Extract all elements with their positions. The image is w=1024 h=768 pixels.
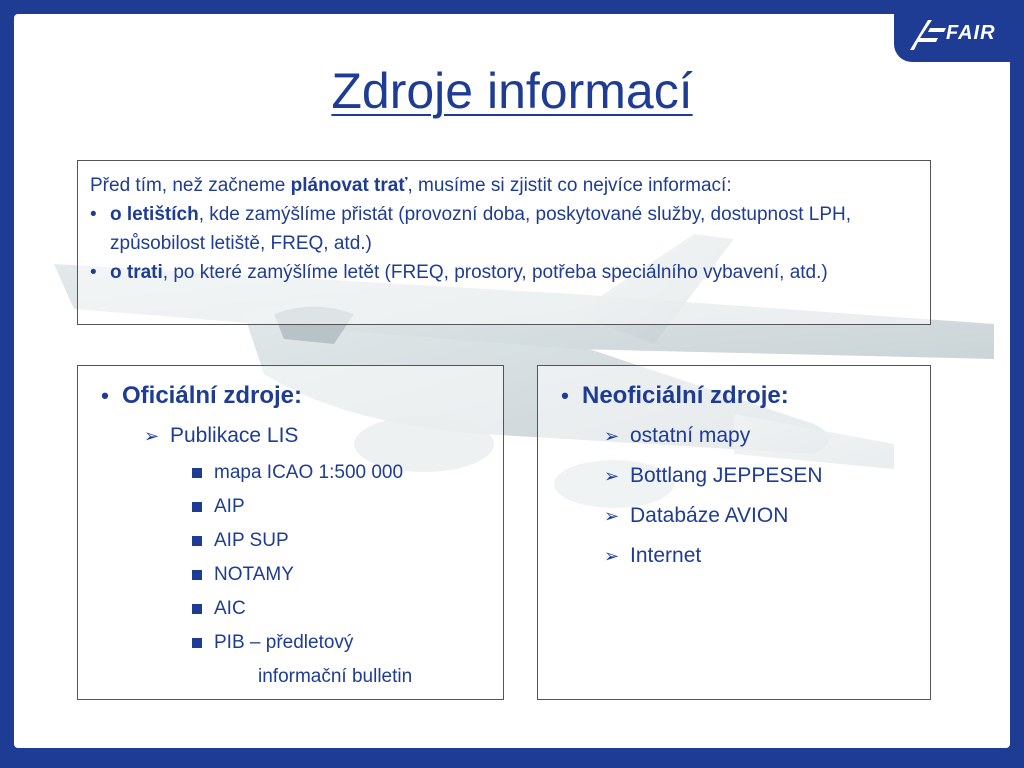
intro-bullet (90, 258, 918, 287)
official-sources-box (77, 365, 504, 700)
list-item (192, 592, 493, 626)
bullet-icon: • (561, 383, 569, 408)
list-item-continuation: informační bulletin (258, 666, 413, 687)
list-item-text: Databáze AVION (630, 504, 789, 527)
arrow-bullet-icon: ➢ (604, 465, 620, 486)
list-item (192, 490, 493, 524)
unofficial-list (548, 416, 920, 576)
intro-bullet-rest: , kde zamýšlíme přistát (provozní doba, poskytované služby, dostupnost LPH, způsobilost letiště, FREQ, atd.) (110, 204, 851, 254)
arrow-bullet-icon: ➢ (604, 425, 620, 446)
unofficial-sources-box (537, 365, 931, 700)
list-item-text: mapa ICAO 1:500 000 (214, 462, 404, 483)
arrow-bullet-icon: ➢ (144, 425, 160, 446)
list-item-text: AIC (214, 598, 246, 619)
intro-line-pre: Před tím, než začneme (90, 175, 291, 196)
fair-logo-mark-icon (908, 16, 948, 52)
arrow-bullet-icon: ➢ (604, 545, 620, 566)
official-sub-text: Publikace LIS (170, 424, 299, 447)
intro-bullet-bold: o letištích (110, 204, 199, 225)
list-item-text: Bottlang JEPPESEN (630, 464, 823, 487)
list-item (604, 496, 920, 536)
square-bullet-icon (192, 502, 202, 512)
intro-line-post: , musíme si zjistit co nejvíce informací: (407, 175, 732, 196)
fair-logo-text: FAIR (946, 22, 996, 44)
bullet-icon: • (101, 383, 109, 408)
list-item (192, 524, 493, 558)
list-item-text: AIP (214, 496, 245, 517)
list-item-text: ostatní mapy (630, 424, 751, 447)
official-heading (88, 376, 493, 416)
list-item-text: PIB – předletový (214, 632, 354, 653)
list-item (192, 626, 493, 660)
page-title: Zdroje informací (331, 63, 693, 119)
official-sub-item (88, 416, 493, 456)
list-item (604, 536, 920, 576)
intro-bullet-text (110, 258, 828, 287)
list-item (604, 456, 920, 496)
list-item (192, 558, 493, 592)
intro-bullet (90, 200, 918, 258)
square-bullet-icon (192, 536, 202, 546)
official-list (88, 456, 493, 694)
list-item-text: Internet (630, 544, 702, 567)
arrow-bullet-icon: ➢ (604, 505, 620, 526)
official-heading-text: Oficiální zdroje: (122, 382, 303, 409)
fair-logo (894, 0, 1024, 62)
square-bullet-icon (192, 570, 202, 580)
intro-line (90, 171, 918, 200)
list-item-text: NOTAMY (214, 564, 294, 585)
unofficial-heading (548, 376, 920, 416)
intro-bullet-rest: , po které zamýšlíme letět (FREQ, prostory, potřeba speciálního vybavení, atd.) (162, 262, 828, 283)
square-bullet-icon (192, 468, 202, 478)
square-bullet-icon (192, 638, 202, 648)
intro-box (77, 160, 931, 325)
bullet-icon: • (90, 204, 97, 225)
intro-line-bold: plánovat trať (290, 175, 408, 196)
list-item (604, 416, 920, 456)
list-item (192, 456, 493, 490)
list-item-text: AIP SUP (214, 530, 289, 551)
intro-bullet-text (110, 200, 918, 258)
bullet-icon: • (90, 262, 97, 283)
intro-bullet-bold: o trati (110, 262, 163, 283)
square-bullet-icon (192, 604, 202, 614)
unofficial-heading-text: Neoficiální zdroje: (582, 382, 789, 409)
